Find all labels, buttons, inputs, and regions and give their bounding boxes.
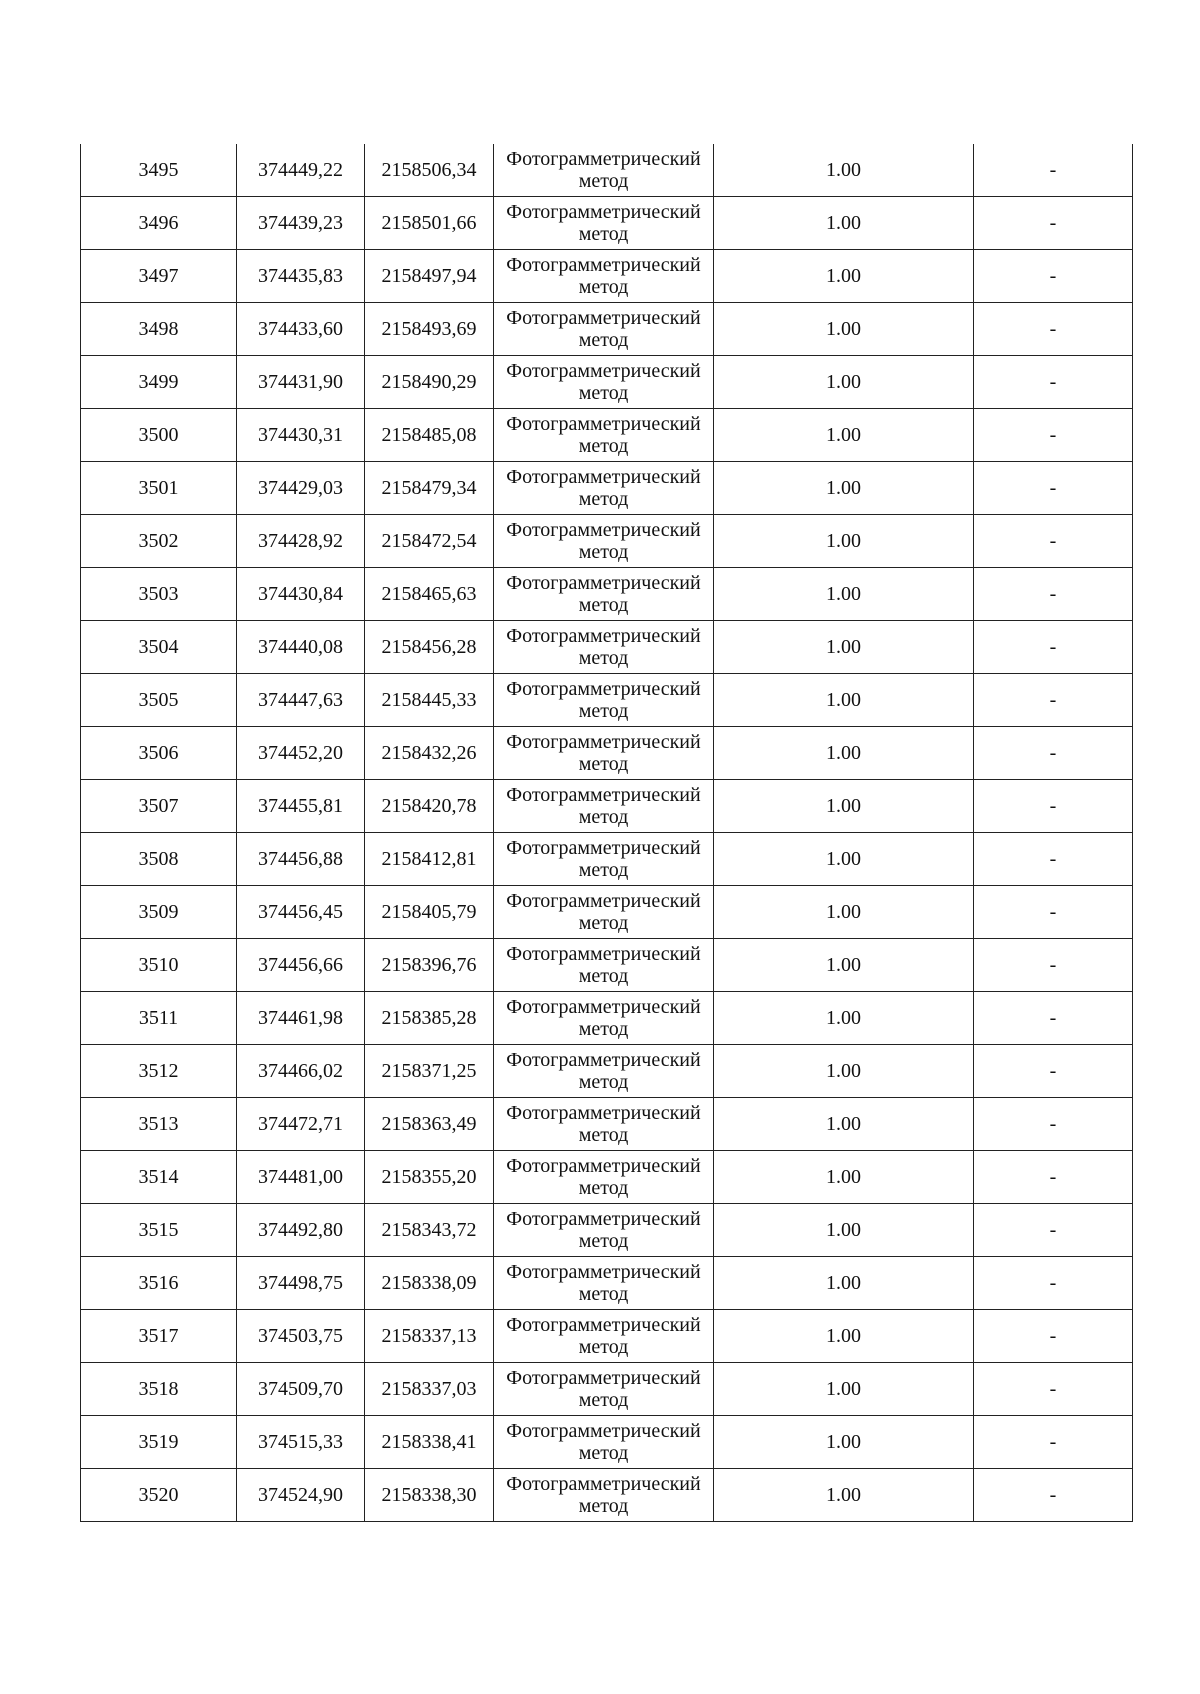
method-line-2: метод — [578, 594, 629, 616]
note-cell: - — [974, 780, 1133, 833]
y-coordinate-cell: 2158343,72 — [365, 1204, 494, 1257]
method-line-1: Фотограмметрический — [506, 360, 701, 382]
point-number-cell: 3503 — [81, 568, 237, 621]
x-coordinate-cell: 374466,02 — [237, 1045, 365, 1098]
method-line-2: метод — [578, 753, 629, 775]
x-coordinate-cell: 374456,66 — [237, 939, 365, 992]
point-number-cell: 3518 — [81, 1363, 237, 1416]
accuracy-cell: 1.00 — [714, 1098, 974, 1151]
point-number-cell: 3507 — [81, 780, 237, 833]
point-number-cell: 3512 — [81, 1045, 237, 1098]
method-line-2: метод — [578, 912, 629, 934]
accuracy-cell: 1.00 — [714, 1363, 974, 1416]
method-line-2: метод — [578, 382, 629, 404]
table-row — [81, 1098, 1133, 1151]
y-coordinate-cell: 2158338,30 — [365, 1469, 494, 1522]
method-line-2: метод — [578, 329, 629, 351]
table-row — [81, 356, 1133, 409]
method-line-2: метод — [578, 276, 629, 298]
note-cell: - — [974, 356, 1133, 409]
x-coordinate-cell: 374498,75 — [237, 1257, 365, 1310]
table-row — [81, 621, 1133, 674]
method-cell — [494, 621, 714, 674]
point-number-cell: 3509 — [81, 886, 237, 939]
table-row — [81, 1045, 1133, 1098]
x-coordinate-cell: 374440,08 — [237, 621, 365, 674]
point-number-cell: 3500 — [81, 409, 237, 462]
method-cell — [494, 462, 714, 515]
method-cell — [494, 780, 714, 833]
method-cell — [494, 1363, 714, 1416]
table-row — [81, 939, 1133, 992]
y-coordinate-cell: 2158497,94 — [365, 250, 494, 303]
method-cell — [494, 568, 714, 621]
x-coordinate-cell: 374461,98 — [237, 992, 365, 1045]
accuracy-cell: 1.00 — [714, 144, 974, 197]
method-cell — [494, 303, 714, 356]
method-line-2: метод — [578, 1442, 629, 1464]
accuracy-cell: 1.00 — [714, 1310, 974, 1363]
method-line-1: Фотограмметрический — [506, 572, 701, 594]
method-line-2: метод — [578, 1283, 629, 1305]
method-cell — [494, 727, 714, 780]
y-coordinate-cell: 2158420,78 — [365, 780, 494, 833]
point-number-cell: 3508 — [81, 833, 237, 886]
x-coordinate-cell: 374430,31 — [237, 409, 365, 462]
y-coordinate-cell: 2158371,25 — [365, 1045, 494, 1098]
method-line-1: Фотограмметрический — [506, 254, 701, 276]
point-number-cell: 3515 — [81, 1204, 237, 1257]
x-coordinate-cell: 374524,90 — [237, 1469, 365, 1522]
accuracy-cell: 1.00 — [714, 886, 974, 939]
method-line-2: метод — [578, 1071, 629, 1093]
accuracy-cell: 1.00 — [714, 1257, 974, 1310]
y-coordinate-cell: 2158338,09 — [365, 1257, 494, 1310]
accuracy-cell: 1.00 — [714, 303, 974, 356]
table-row — [81, 1416, 1133, 1469]
method-cell — [494, 409, 714, 462]
method-line-2: метод — [578, 541, 629, 563]
method-line-2: метод — [578, 806, 629, 828]
table-row — [81, 992, 1133, 1045]
x-coordinate-cell: 374447,63 — [237, 674, 365, 727]
method-cell — [494, 1257, 714, 1310]
note-cell: - — [974, 992, 1133, 1045]
y-coordinate-cell: 2158412,81 — [365, 833, 494, 886]
method-cell — [494, 1469, 714, 1522]
table-row — [81, 144, 1133, 197]
table-row — [81, 250, 1133, 303]
x-coordinate-cell: 374428,92 — [237, 515, 365, 568]
note-cell: - — [974, 727, 1133, 780]
note-cell: - — [974, 409, 1133, 462]
method-line-2: метод — [578, 488, 629, 510]
x-coordinate-cell: 374449,22 — [237, 144, 365, 197]
point-number-cell: 3510 — [81, 939, 237, 992]
x-coordinate-cell: 374431,90 — [237, 356, 365, 409]
method-line-2: метод — [578, 1389, 629, 1411]
table-row — [81, 303, 1133, 356]
note-cell: - — [974, 1469, 1133, 1522]
point-number-cell: 3517 — [81, 1310, 237, 1363]
point-number-cell: 3513 — [81, 1098, 237, 1151]
method-line-2: метод — [578, 1336, 629, 1358]
table-row — [81, 780, 1133, 833]
method-cell — [494, 250, 714, 303]
x-coordinate-cell: 374509,70 — [237, 1363, 365, 1416]
method-cell — [494, 1151, 714, 1204]
table-row — [81, 1151, 1133, 1204]
method-cell — [494, 833, 714, 886]
accuracy-cell: 1.00 — [714, 727, 974, 780]
point-number-cell: 3505 — [81, 674, 237, 727]
note-cell: - — [974, 1151, 1133, 1204]
accuracy-cell: 1.00 — [714, 992, 974, 1045]
method-line-1: Фотограмметрический — [506, 1367, 701, 1389]
y-coordinate-cell: 2158465,63 — [365, 568, 494, 621]
table-row — [81, 1204, 1133, 1257]
method-cell — [494, 939, 714, 992]
note-cell: - — [974, 833, 1133, 886]
method-line-2: метод — [578, 965, 629, 987]
x-coordinate-cell: 374492,80 — [237, 1204, 365, 1257]
x-coordinate-cell: 374456,88 — [237, 833, 365, 886]
method-cell — [494, 886, 714, 939]
y-coordinate-cell: 2158501,66 — [365, 197, 494, 250]
method-line-1: Фотограмметрический — [506, 307, 701, 329]
method-line-1: Фотограмметрический — [506, 466, 701, 488]
accuracy-cell: 1.00 — [714, 409, 974, 462]
accuracy-cell: 1.00 — [714, 780, 974, 833]
method-line-2: метод — [578, 223, 629, 245]
table-row — [81, 409, 1133, 462]
note-cell: - — [974, 1257, 1133, 1310]
table-row — [81, 1469, 1133, 1522]
table-row — [81, 886, 1133, 939]
method-line-1: Фотограмметрический — [506, 1049, 701, 1071]
method-line-1: Фотограмметрический — [506, 678, 701, 700]
y-coordinate-cell: 2158337,03 — [365, 1363, 494, 1416]
note-cell: - — [974, 1204, 1133, 1257]
point-number-cell: 3520 — [81, 1469, 237, 1522]
y-coordinate-cell: 2158472,54 — [365, 515, 494, 568]
method-line-1: Фотограмметрический — [506, 201, 701, 223]
x-coordinate-cell: 374472,71 — [237, 1098, 365, 1151]
method-line-1: Фотограмметрический — [506, 1208, 701, 1230]
accuracy-cell: 1.00 — [714, 1469, 974, 1522]
x-coordinate-cell: 374430,84 — [237, 568, 365, 621]
y-coordinate-cell: 2158355,20 — [365, 1151, 494, 1204]
method-line-1: Фотограмметрический — [506, 890, 701, 912]
method-line-1: Фотограмметрический — [506, 1261, 701, 1283]
method-line-2: метод — [578, 1495, 629, 1517]
accuracy-cell: 1.00 — [714, 674, 974, 727]
method-cell — [494, 1310, 714, 1363]
method-line-1: Фотограмметрический — [506, 996, 701, 1018]
x-coordinate-cell: 374429,03 — [237, 462, 365, 515]
method-cell — [494, 1098, 714, 1151]
method-line-2: метод — [578, 170, 629, 192]
method-line-2: метод — [578, 1124, 629, 1146]
table-row — [81, 727, 1133, 780]
method-line-1: Фотограмметрический — [506, 148, 701, 170]
point-number-cell: 3498 — [81, 303, 237, 356]
point-number-cell: 3497 — [81, 250, 237, 303]
accuracy-cell: 1.00 — [714, 250, 974, 303]
table-row — [81, 1257, 1133, 1310]
y-coordinate-cell: 2158456,28 — [365, 621, 494, 674]
point-number-cell: 3502 — [81, 515, 237, 568]
note-cell: - — [974, 621, 1133, 674]
note-cell: - — [974, 462, 1133, 515]
method-line-1: Фотограмметрический — [506, 1473, 701, 1495]
method-cell — [494, 1204, 714, 1257]
table-row — [81, 197, 1133, 250]
accuracy-cell: 1.00 — [714, 1204, 974, 1257]
point-number-cell: 3519 — [81, 1416, 237, 1469]
y-coordinate-cell: 2158493,69 — [365, 303, 494, 356]
y-coordinate-cell: 2158490,29 — [365, 356, 494, 409]
note-cell: - — [974, 144, 1133, 197]
y-coordinate-cell: 2158338,41 — [365, 1416, 494, 1469]
method-line-2: метод — [578, 1177, 629, 1199]
point-number-cell: 3506 — [81, 727, 237, 780]
method-line-1: Фотограмметрический — [506, 1155, 701, 1177]
table-row — [81, 568, 1133, 621]
note-cell: - — [974, 1045, 1133, 1098]
method-line-1: Фотограмметрический — [506, 625, 701, 647]
y-coordinate-cell: 2158405,79 — [365, 886, 494, 939]
accuracy-cell: 1.00 — [714, 515, 974, 568]
x-coordinate-cell: 374455,81 — [237, 780, 365, 833]
note-cell: - — [974, 674, 1133, 727]
note-cell: - — [974, 1310, 1133, 1363]
method-line-2: метод — [578, 1018, 629, 1040]
point-number-cell: 3516 — [81, 1257, 237, 1310]
y-coordinate-cell: 2158506,34 — [365, 144, 494, 197]
method-line-2: метод — [578, 647, 629, 669]
x-coordinate-cell: 374452,20 — [237, 727, 365, 780]
note-cell: - — [974, 515, 1133, 568]
note-cell: - — [974, 1363, 1133, 1416]
note-cell: - — [974, 939, 1133, 992]
method-line-1: Фотограмметрический — [506, 519, 701, 541]
accuracy-cell: 1.00 — [714, 1045, 974, 1098]
method-line-1: Фотограмметрический — [506, 784, 701, 806]
point-number-cell: 3495 — [81, 144, 237, 197]
accuracy-cell: 1.00 — [714, 1416, 974, 1469]
table-row — [81, 515, 1133, 568]
x-coordinate-cell: 374515,33 — [237, 1416, 365, 1469]
y-coordinate-cell: 2158432,26 — [365, 727, 494, 780]
method-cell — [494, 144, 714, 197]
y-coordinate-cell: 2158479,34 — [365, 462, 494, 515]
note-cell: - — [974, 250, 1133, 303]
table-row — [81, 833, 1133, 886]
method-cell — [494, 674, 714, 727]
method-line-1: Фотограмметрический — [506, 943, 701, 965]
accuracy-cell: 1.00 — [714, 462, 974, 515]
x-coordinate-cell: 374481,00 — [237, 1151, 365, 1204]
accuracy-cell: 1.00 — [714, 939, 974, 992]
y-coordinate-cell: 2158485,08 — [365, 409, 494, 462]
method-line-2: метод — [578, 700, 629, 722]
y-coordinate-cell: 2158445,33 — [365, 674, 494, 727]
method-cell — [494, 1416, 714, 1469]
method-line-2: метод — [578, 859, 629, 881]
point-number-cell: 3496 — [81, 197, 237, 250]
method-line-1: Фотограмметрический — [506, 1314, 701, 1336]
method-line-1: Фотограмметрический — [506, 1102, 701, 1124]
method-line-1: Фотограмметрический — [506, 1420, 701, 1442]
note-cell: - — [974, 886, 1133, 939]
table-row — [81, 462, 1133, 515]
method-line-1: Фотограмметрический — [506, 837, 701, 859]
x-coordinate-cell: 374456,45 — [237, 886, 365, 939]
coordinates-table — [80, 144, 1133, 1522]
point-number-cell: 3499 — [81, 356, 237, 409]
point-number-cell: 3504 — [81, 621, 237, 674]
x-coordinate-cell: 374433,60 — [237, 303, 365, 356]
accuracy-cell: 1.00 — [714, 621, 974, 674]
note-cell: - — [974, 303, 1133, 356]
accuracy-cell: 1.00 — [714, 197, 974, 250]
x-coordinate-cell: 374439,23 — [237, 197, 365, 250]
point-number-cell: 3501 — [81, 462, 237, 515]
accuracy-cell: 1.00 — [714, 1151, 974, 1204]
y-coordinate-cell: 2158337,13 — [365, 1310, 494, 1363]
coordinates-table-body — [81, 144, 1133, 1522]
accuracy-cell: 1.00 — [714, 568, 974, 621]
method-line-2: метод — [578, 435, 629, 457]
y-coordinate-cell: 2158396,76 — [365, 939, 494, 992]
y-coordinate-cell: 2158385,28 — [365, 992, 494, 1045]
method-cell — [494, 356, 714, 409]
table-row — [81, 1363, 1133, 1416]
note-cell: - — [974, 1098, 1133, 1151]
table-row — [81, 1310, 1133, 1363]
method-line-1: Фотограмметрический — [506, 731, 701, 753]
x-coordinate-cell: 374503,75 — [237, 1310, 365, 1363]
method-cell — [494, 992, 714, 1045]
point-number-cell: 3514 — [81, 1151, 237, 1204]
note-cell: - — [974, 197, 1133, 250]
method-cell — [494, 197, 714, 250]
note-cell: - — [974, 568, 1133, 621]
accuracy-cell: 1.00 — [714, 833, 974, 886]
point-number-cell: 3511 — [81, 992, 237, 1045]
method-cell — [494, 1045, 714, 1098]
note-cell: - — [974, 1416, 1133, 1469]
accuracy-cell: 1.00 — [714, 356, 974, 409]
x-coordinate-cell: 374435,83 — [237, 250, 365, 303]
y-coordinate-cell: 2158363,49 — [365, 1098, 494, 1151]
method-cell — [494, 515, 714, 568]
method-line-2: метод — [578, 1230, 629, 1252]
method-line-1: Фотограмметрический — [506, 413, 701, 435]
table-row — [81, 674, 1133, 727]
